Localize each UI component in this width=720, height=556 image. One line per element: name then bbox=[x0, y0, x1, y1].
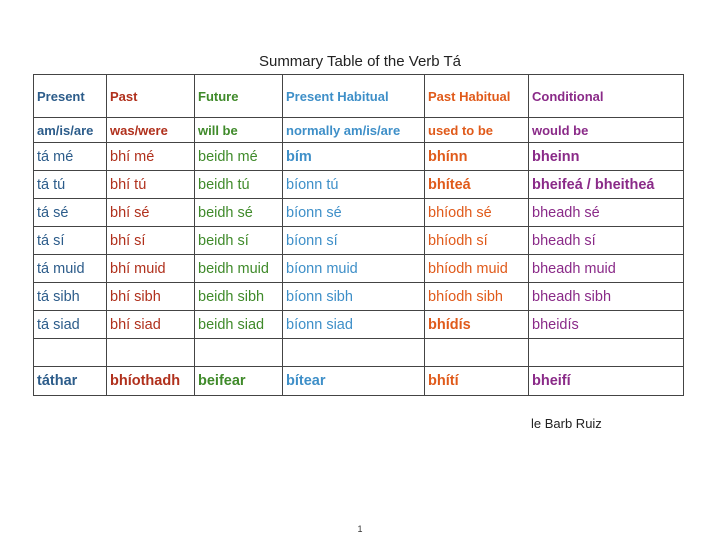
table-cell: bhí sí bbox=[107, 227, 195, 255]
table-cell: bhíodh sí bbox=[425, 227, 529, 255]
table-cell: bhíodh sibh bbox=[425, 283, 529, 311]
table-row bbox=[34, 143, 684, 171]
table-row bbox=[34, 283, 684, 311]
table-cell: tá siad bbox=[34, 311, 107, 339]
header-cell: Future bbox=[195, 75, 283, 118]
impersonal-cell: táthar bbox=[34, 367, 107, 396]
table-cell: bheadh sé bbox=[529, 199, 684, 227]
table-cell: bíonn sibh bbox=[283, 283, 425, 311]
meaning-cell: used to be bbox=[425, 118, 529, 143]
table-cell: tá mé bbox=[34, 143, 107, 171]
table-cell: tá sibh bbox=[34, 283, 107, 311]
impersonal-cell: bheifí bbox=[529, 367, 684, 396]
empty-cell bbox=[283, 339, 425, 367]
table-cell: beidh sí bbox=[195, 227, 283, 255]
page-title: Summary Table of the Verb Tá bbox=[258, 53, 462, 70]
header-cell: Present Habitual bbox=[283, 75, 425, 118]
table-cell: beidh tú bbox=[195, 171, 283, 199]
table-cell: bheinn bbox=[529, 143, 684, 171]
empty-cell bbox=[425, 339, 529, 367]
header-cell: Present bbox=[34, 75, 107, 118]
table-cell: bím bbox=[283, 143, 425, 171]
empty-cell bbox=[34, 339, 107, 367]
table-cell: bíonn tú bbox=[283, 171, 425, 199]
table-cell: beidh muid bbox=[195, 255, 283, 283]
header-row bbox=[34, 75, 684, 118]
table-cell: bhíodh sé bbox=[425, 199, 529, 227]
empty-cell bbox=[529, 339, 684, 367]
meaning-cell: would be bbox=[529, 118, 684, 143]
table-cell: bhí mé bbox=[107, 143, 195, 171]
table-cell: tá muid bbox=[34, 255, 107, 283]
table-cell: bíonn siad bbox=[283, 311, 425, 339]
table-row bbox=[34, 199, 684, 227]
table-cell: bheadh sibh bbox=[529, 283, 684, 311]
table-cell: bíonn sí bbox=[283, 227, 425, 255]
empty-cell bbox=[195, 339, 283, 367]
table-cell: beidh siad bbox=[195, 311, 283, 339]
table-cell: tá sé bbox=[34, 199, 107, 227]
table-cell: bhí muid bbox=[107, 255, 195, 283]
table-cell: bíonn sé bbox=[283, 199, 425, 227]
blank-row bbox=[34, 339, 684, 367]
table-cell: bhídís bbox=[425, 311, 529, 339]
impersonal-cell: bhíothadh bbox=[107, 367, 195, 396]
table-cell: beidh sibh bbox=[195, 283, 283, 311]
table-row bbox=[34, 255, 684, 283]
meaning-cell: normally am/is/are bbox=[283, 118, 425, 143]
table-cell: bheidís bbox=[529, 311, 684, 339]
impersonal-cell: beifear bbox=[195, 367, 283, 396]
table-cell: bheadh muid bbox=[529, 255, 684, 283]
header-cell: Past bbox=[107, 75, 195, 118]
page-number: 1 bbox=[357, 524, 363, 534]
table-cell: tá sí bbox=[34, 227, 107, 255]
impersonal-cell: bítear bbox=[283, 367, 425, 396]
table-cell: beidh mé bbox=[195, 143, 283, 171]
table-cell: bhí tú bbox=[107, 171, 195, 199]
header-cell: Past Habitual bbox=[425, 75, 529, 118]
table-cell: bhí siad bbox=[107, 311, 195, 339]
table-cell: bhíodh muid bbox=[425, 255, 529, 283]
table-cell: tá tú bbox=[34, 171, 107, 199]
table-row bbox=[34, 171, 684, 199]
table-cell: bhí sé bbox=[107, 199, 195, 227]
meaning-cell: am/is/are bbox=[34, 118, 107, 143]
meaning-cell: will be bbox=[195, 118, 283, 143]
impersonal-cell: bhítí bbox=[425, 367, 529, 396]
author-credit: le Barb Ruiz bbox=[531, 416, 602, 431]
meaning-row bbox=[34, 118, 684, 143]
table-cell: bheadh sí bbox=[529, 227, 684, 255]
table-cell: bhíteá bbox=[425, 171, 529, 199]
meaning-cell: was/were bbox=[107, 118, 195, 143]
impersonal-row bbox=[34, 367, 684, 396]
header-cell: Conditional bbox=[529, 75, 684, 118]
table-cell: bheifeá / bheitheá bbox=[529, 171, 684, 199]
table-cell: bíonn muid bbox=[283, 255, 425, 283]
table-row bbox=[34, 227, 684, 255]
table-cell: bhínn bbox=[425, 143, 529, 171]
table-row bbox=[34, 311, 684, 339]
verb-summary-table bbox=[33, 74, 684, 396]
empty-cell bbox=[107, 339, 195, 367]
table-cell: beidh sé bbox=[195, 199, 283, 227]
table-cell: bhí sibh bbox=[107, 283, 195, 311]
